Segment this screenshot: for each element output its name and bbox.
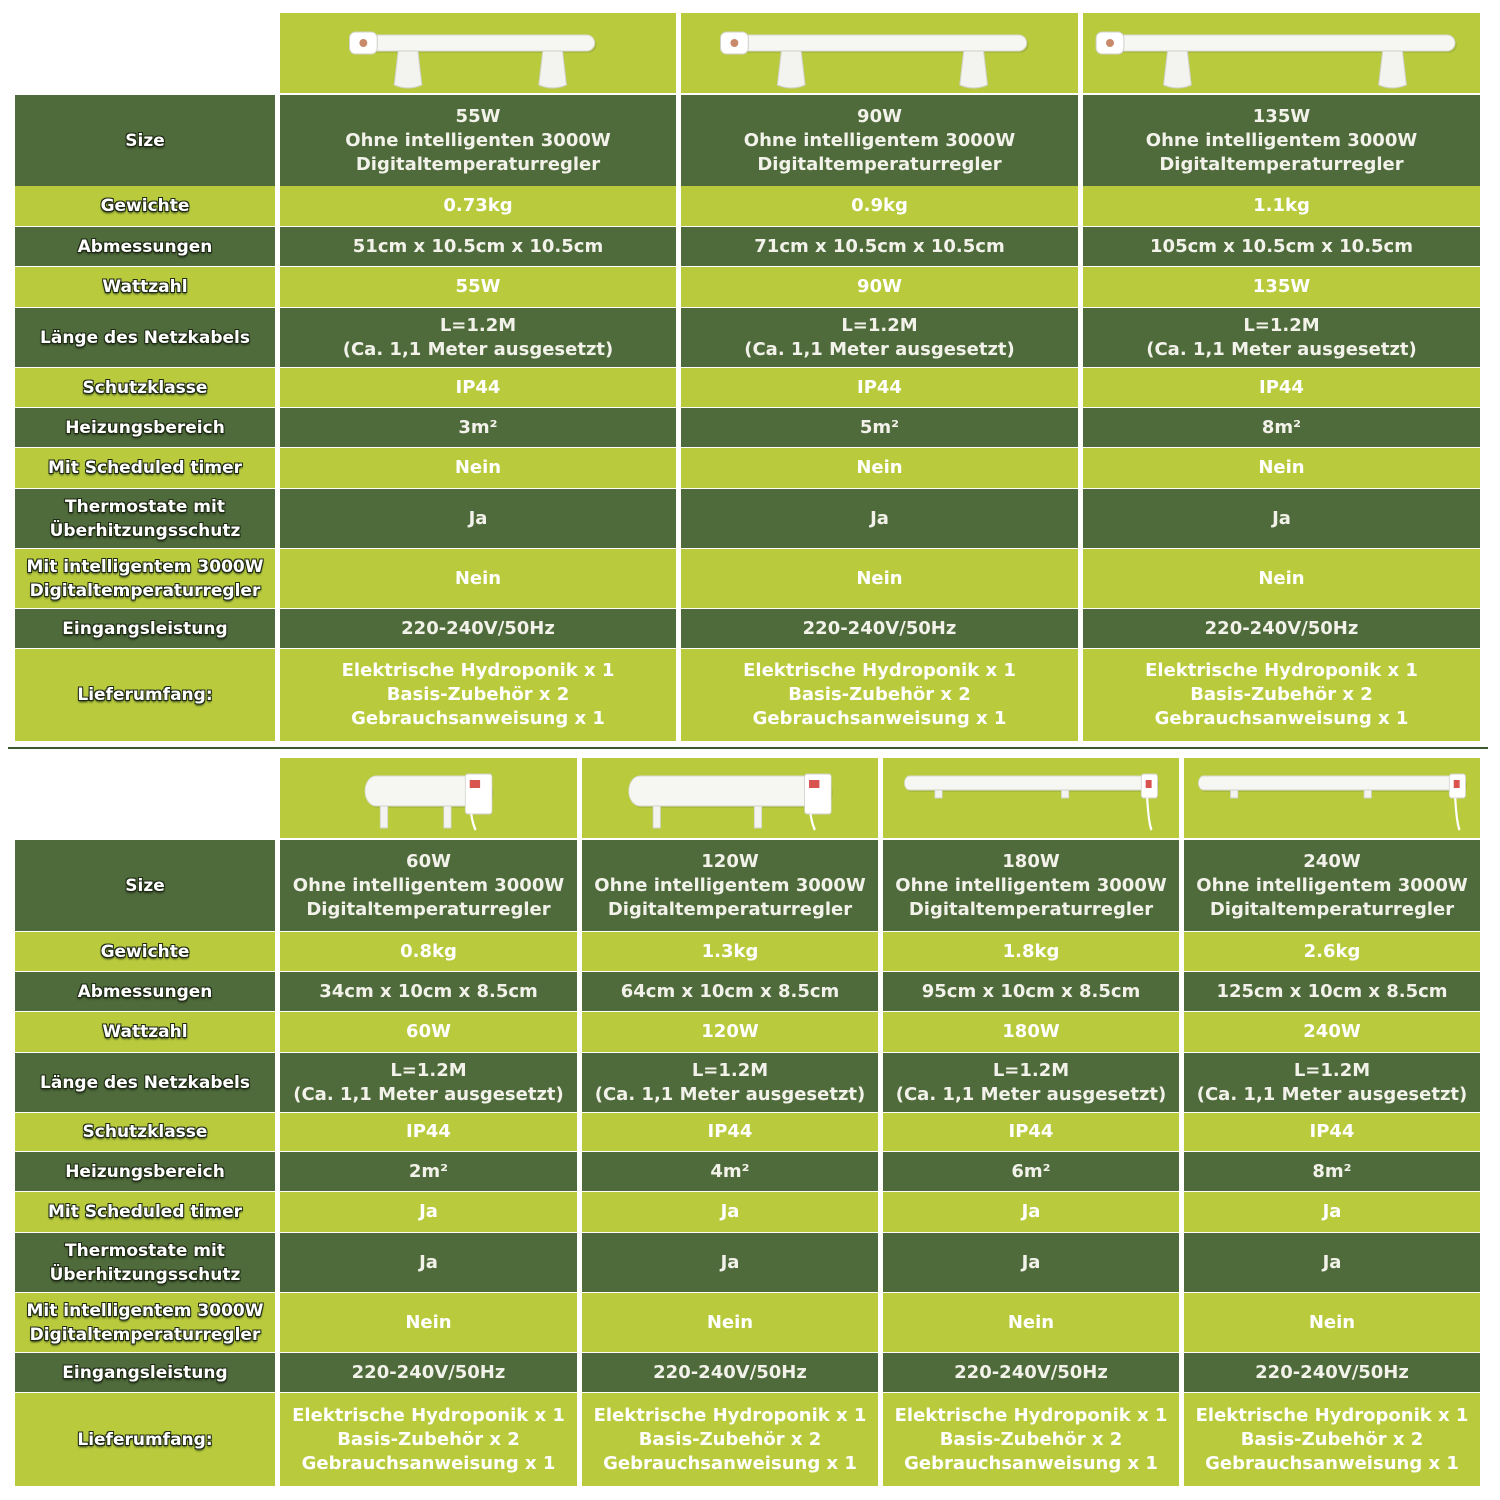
spec-cell: 1.3kg: [582, 932, 878, 971]
row-label: Heizungsbereich: [15, 408, 275, 447]
spec-cell: L=1.2M (Ca. 1,1 Meter ausgesetzt): [681, 308, 1078, 367]
spec-cell: Ja: [1184, 1192, 1480, 1232]
spec-cell: 8m²: [1184, 1152, 1480, 1191]
spec-cell: L=1.2M (Ca. 1,1 Meter ausgesetzt): [883, 1053, 1179, 1112]
spec-cell: 0.73kg: [280, 186, 676, 226]
spec-cell: Elektrische Hydroponik x 1 Basis-Zubehör x 2 Gebrauchsanweisung x 1: [280, 1393, 577, 1486]
spec-cell: 135W: [1083, 267, 1480, 307]
spec-cell: 120W Ohne intelligentem 3000W Digitaltemperaturregler: [582, 840, 878, 931]
spec-cell: Ja: [883, 1192, 1179, 1232]
spec-cell: 64cm x 10cm x 8.5cm: [582, 972, 878, 1011]
spec-cell: Elektrische Hydroponik x 1 Basis-Zubehör x 2 Gebrauchsanweisung x 1: [681, 649, 1078, 741]
section-divider: [8, 747, 1488, 749]
spec-cell: 0.8kg: [280, 932, 577, 971]
spec-cell: Ja: [280, 1233, 577, 1292]
spec-cell: 180W Ohne intelligentem 3000W Digitaltemperaturregler: [883, 840, 1179, 931]
spec-cell: 4m²: [582, 1152, 878, 1191]
spec-cell: Elektrische Hydroponik x 1 Basis-Zubehör x 2 Gebrauchsanweisung x 1: [1083, 649, 1480, 741]
spec-cell: Ja: [1184, 1233, 1480, 1292]
row-label: Gewichte: [15, 932, 275, 971]
spec-cell: 220-240V/50Hz: [1083, 609, 1480, 648]
spec-cell: 34cm x 10cm x 8.5cm: [280, 972, 577, 1011]
spec-cell: Nein: [681, 549, 1078, 608]
spec-cell: Nein: [1184, 1293, 1480, 1352]
spec-cell: IP44: [582, 1113, 878, 1151]
spec-cell: IP44: [883, 1113, 1179, 1151]
spec-cell: 2m²: [280, 1152, 577, 1191]
tube-heater-with-feet-icon: [1083, 13, 1480, 93]
spec-cell: 0.9kg: [681, 186, 1078, 226]
spec-cell: Ja: [280, 1192, 577, 1232]
row-label: Schutzklasse: [15, 1113, 275, 1151]
spec-cell: 125cm x 10cm x 8.5cm: [1184, 972, 1480, 1011]
spec-cell: 180W: [883, 1012, 1179, 1052]
row-label: Heizungsbereich: [15, 1152, 275, 1191]
spec-cell: 90W: [681, 267, 1078, 307]
spec-cell: Ja: [582, 1192, 878, 1232]
row-label: Mit intelligentem 3000W Digitaltemperaturregler: [15, 549, 275, 608]
row-label: Mit Scheduled timer: [15, 448, 275, 488]
spec-cell: L=1.2M (Ca. 1,1 Meter ausgesetzt): [1083, 308, 1480, 367]
spec-cell: Ja: [280, 489, 676, 548]
row-label: Mit intelligentem 3000W Digitaltemperaturregler: [15, 1293, 275, 1352]
spec-cell: 60W Ohne intelligentem 3000W Digitaltemperaturregler: [280, 840, 577, 931]
spec-cell: 240W Ohne intelligentem 3000W Digitaltemperaturregler: [1184, 840, 1480, 931]
spec-cell: 220-240V/50Hz: [280, 1353, 577, 1392]
spec-cell: L=1.2M (Ca. 1,1 Meter ausgesetzt): [1184, 1053, 1480, 1112]
row-label: Länge des Netzkabels: [15, 308, 275, 367]
tube-heater-with-display-icon: [582, 758, 878, 838]
tube-heater-with-display-icon: [883, 758, 1179, 838]
row-label: Schutzklasse: [15, 368, 275, 407]
tube-heater-with-feet-icon: [280, 13, 676, 93]
spec-cell: IP44: [280, 1113, 577, 1151]
spec-cell: IP44: [681, 368, 1078, 407]
spec-cell: 5m²: [681, 408, 1078, 447]
spec-cell: 3m²: [280, 408, 676, 447]
spec-cell: IP44: [1083, 368, 1480, 407]
row-label: Lieferumfang:: [15, 1393, 275, 1486]
spec-cell: Ja: [582, 1233, 878, 1292]
spec-cell: 240W: [1184, 1012, 1480, 1052]
spec-cell: 220-240V/50Hz: [280, 609, 676, 648]
tube-heater-with-display-icon: [1184, 758, 1480, 838]
spec-cell: 2.6kg: [1184, 932, 1480, 971]
spec-cell: Nein: [280, 1293, 577, 1352]
spec-cell: 90W Ohne intelligentem 3000W Digitaltemperaturregler: [681, 95, 1078, 186]
row-label: Wattzahl: [15, 267, 275, 307]
spec-cell: Nein: [681, 448, 1078, 488]
row-label: Size: [15, 840, 275, 931]
spec-cell: L=1.2M (Ca. 1,1 Meter ausgesetzt): [280, 308, 676, 367]
spec-cell: 220-240V/50Hz: [582, 1353, 878, 1392]
spec-cell: 1.1kg: [1083, 186, 1480, 226]
spec-cell: 51cm x 10.5cm x 10.5cm: [280, 227, 676, 266]
tube-heater-with-display-icon: [280, 758, 577, 838]
spec-cell: Ja: [681, 489, 1078, 548]
spec-cell: 55W: [280, 267, 676, 307]
spec-cell: 120W: [582, 1012, 878, 1052]
spec-cell: Elektrische Hydroponik x 1 Basis-Zubehör x 2 Gebrauchsanweisung x 1: [1184, 1393, 1480, 1486]
spec-cell: 135W Ohne intelligentem 3000W Digitaltemperaturregler: [1083, 95, 1480, 186]
spec-cell: Elektrische Hydroponik x 1 Basis-Zubehör x 2 Gebrauchsanweisung x 1: [582, 1393, 878, 1486]
spec-cell: Ja: [1083, 489, 1480, 548]
spec-cell: Elektrische Hydroponik x 1 Basis-Zubehör x 2 Gebrauchsanweisung x 1: [280, 649, 676, 741]
spec-cell: 220-240V/50Hz: [883, 1353, 1179, 1392]
row-label: Thermostate mit Überhitzungsschutz: [15, 1233, 275, 1292]
spec-cell: Nein: [280, 549, 676, 608]
spec-cell: 6m²: [883, 1152, 1179, 1191]
spec-cell: IP44: [1184, 1113, 1480, 1151]
row-label: Mit Scheduled timer: [15, 1192, 275, 1232]
spec-cell: 60W: [280, 1012, 577, 1052]
spec-cell: Nein: [280, 448, 676, 488]
spec-cell: 71cm x 10.5cm x 10.5cm: [681, 227, 1078, 266]
row-label: Gewichte: [15, 186, 275, 226]
row-label: Abmessungen: [15, 972, 275, 1011]
spec-cell: 105cm x 10.5cm x 10.5cm: [1083, 227, 1480, 266]
spec-cell: 55W Ohne intelligenten 3000W Digitaltemperaturregler: [280, 95, 676, 186]
row-label: Eingangsleistung: [15, 1353, 275, 1392]
spec-cell: IP44: [280, 368, 676, 407]
spec-cell: 220-240V/50Hz: [681, 609, 1078, 648]
row-label: Thermostate mit Überhitzungsschutz: [15, 489, 275, 548]
spec-cell: 95cm x 10cm x 8.5cm: [883, 972, 1179, 1011]
row-label: Lieferumfang:: [15, 649, 275, 741]
spec-cell: Nein: [883, 1293, 1179, 1352]
row-label: Eingangsleistung: [15, 609, 275, 648]
spec-cell: Ja: [883, 1233, 1179, 1292]
spec-cell: Nein: [1083, 549, 1480, 608]
spec-cell: Nein: [582, 1293, 878, 1352]
row-label: Size: [15, 95, 275, 186]
row-label: Wattzahl: [15, 1012, 275, 1052]
spec-cell: L=1.2M (Ca. 1,1 Meter ausgesetzt): [582, 1053, 878, 1112]
spec-cell: Nein: [1083, 448, 1480, 488]
spec-cell: 8m²: [1083, 408, 1480, 447]
spec-cell: L=1.2M (Ca. 1,1 Meter ausgesetzt): [280, 1053, 577, 1112]
tube-heater-with-feet-icon: [681, 13, 1078, 93]
row-label: Abmessungen: [15, 227, 275, 266]
spec-cell: 1.8kg: [883, 932, 1179, 971]
spec-cell: Elektrische Hydroponik x 1 Basis-Zubehör x 2 Gebrauchsanweisung x 1: [883, 1393, 1179, 1486]
spec-cell: 220-240V/50Hz: [1184, 1353, 1480, 1392]
row-label: Länge des Netzkabels: [15, 1053, 275, 1112]
